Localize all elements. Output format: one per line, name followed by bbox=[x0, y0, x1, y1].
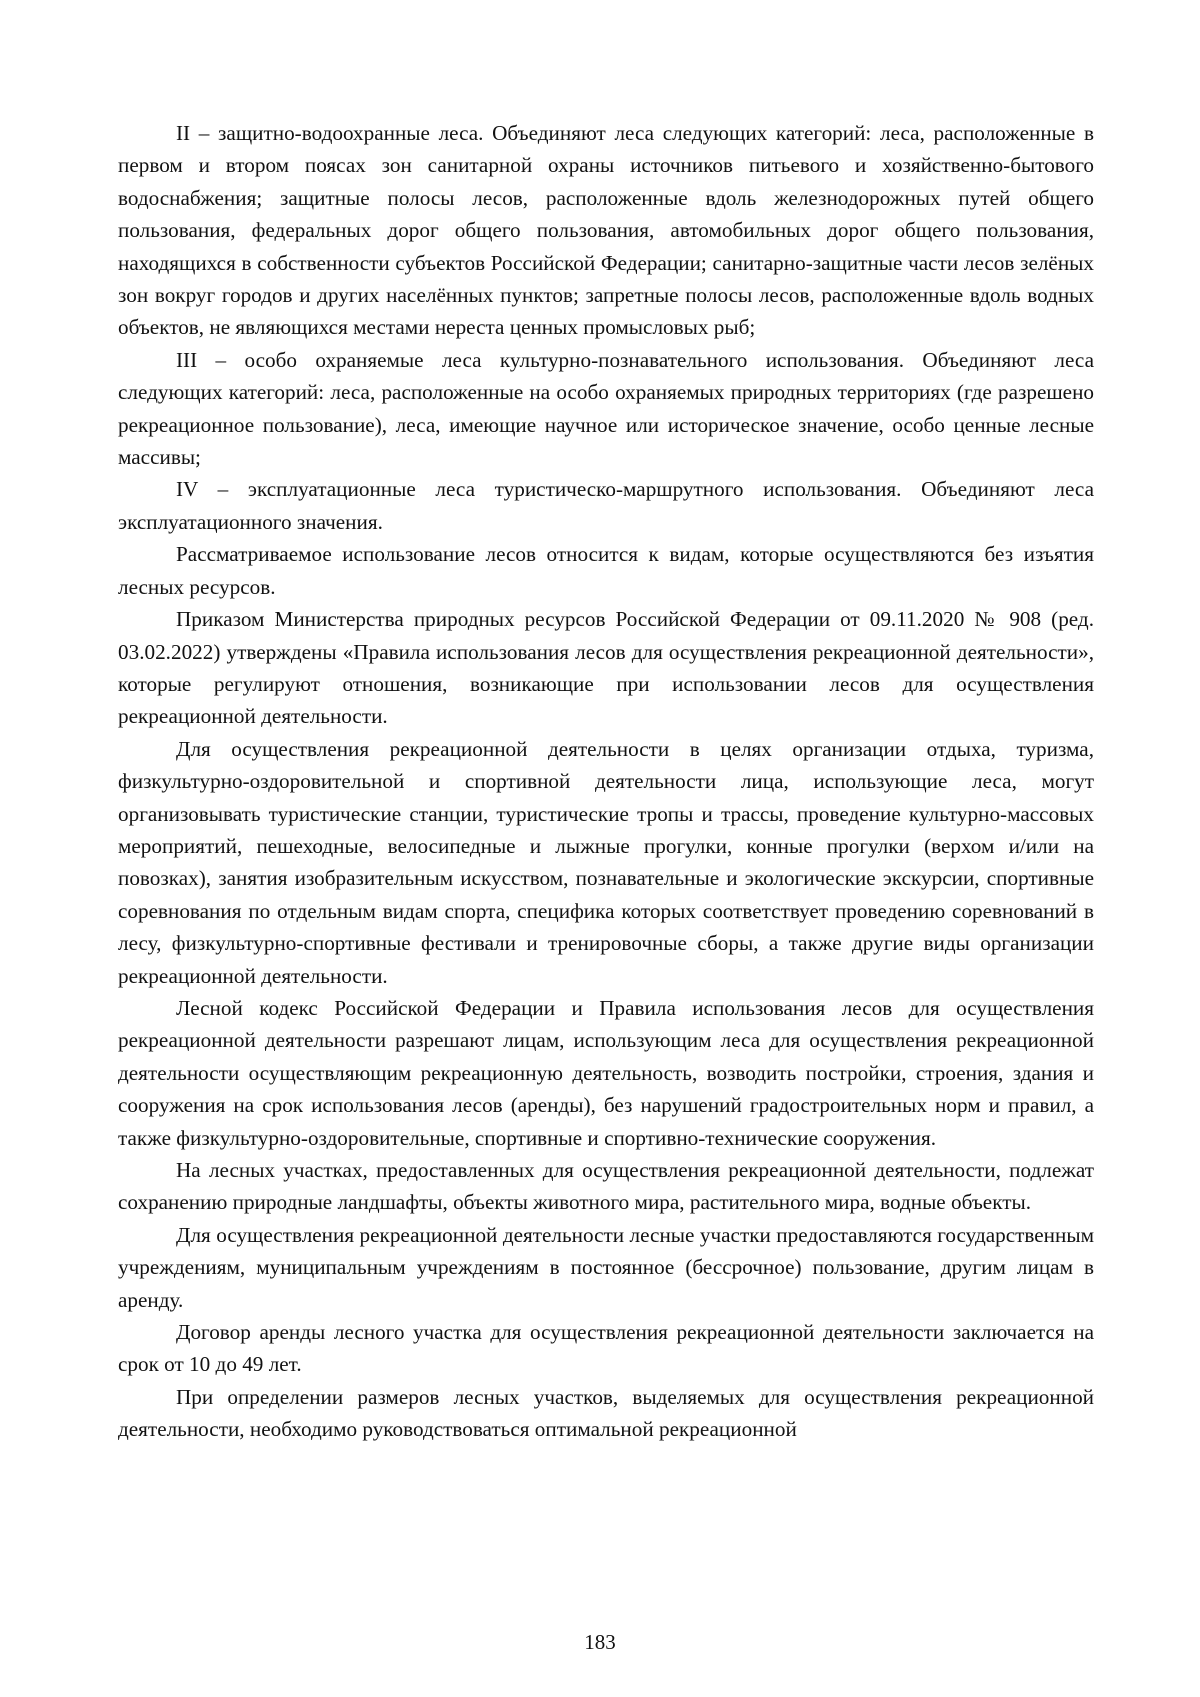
paragraph-use-without-extraction: Рассматриваемое использование лесов относится к видам, которые осуществляются без изъятия лесных ресурсов. bbox=[118, 542, 1094, 599]
paragraph-plot-size: При определении размеров лесных участков, выделяемых для осуществления рекреационной деятельности, необходимо руководствоваться оптимальной рекреационной bbox=[118, 1384, 1094, 1442]
paragraph-preservation: На лесных участках, предоставленных для осуществления рекреационной деятельности, подлежат сохранению природные ландшафты, объекты животного мира, растительного мира, водные объекты. bbox=[118, 1158, 1094, 1215]
paragraph-forest-category-4: IV – эксплуатационные леса туристическо-маршрутного использования. Объединяют леса эксплуатационного значения. bbox=[118, 477, 1094, 534]
paragraph-forest-code: Лесной кодекс Российской Федерации и Правила использования лесов для осуществления рекреационной деятельности разрешают лицам, использующим леса для осуществления рекреационной деятельности осуществляющим рекреационную деятельность, возводить постройки, строения, здания и сооружения на срок использования лесов (аренды), без нарушений градостроительных норм и правил, а также физкультурно-оздоровительные, спортивные и спортивно-технические сооружения. bbox=[118, 995, 1094, 1150]
paragraph-recreational-activities: Для осуществления рекреационной деятельности в целях организации отдыха, туризма, физкультурно-оздоровительной и спортивной деятельности лица, использующие леса, могут организовывать туристические станции, туристические тропы и трассы, проведение культурно-массовых мероприятий, пешеходные, велосипедные и лыжные прогулки, конные прогулки (верхом и/или на повозках), занятия изобразительным искусством, познавательные и экологические экскурсии, спортивные соревнования по отдельным видам спорта, специфика которых соответствует проведению соревнований в лесу, физкультурно-спортивные фестивали и тренировочные сборы, а также другие виды организации рекреационной деятельности. bbox=[118, 736, 1094, 988]
paragraph-lease-term: Договор аренды лесного участка для осуществления рекреационной деятельности заключается на срок от 10 до 49 лет. bbox=[118, 1320, 1094, 1377]
page-number: 183 bbox=[584, 1630, 616, 1654]
paragraph-land-provision: Для осуществления рекреационной деятельности лесные участки предоставляются государственным учреждениям, муниципальным учреждениям в постоянное (бессрочное) пользование, другим лицам в аренду. bbox=[118, 1222, 1094, 1312]
paragraph-forest-category-2: II – защитно-водоохранные леса. Объединяют леса следующих категорий: леса, расположенные в первом и втором поясах зон санитарной охраны источников питьевого и хозяйственно-бытового водоснабжения; защитные полосы лесов, расположенные вдоль железнодорожных путей общего пользования, федеральных дорог общего пользования, автомобильных дорог общего пользования, находящихся в собственности субъектов Российской Федерации; санитарно-защитные части лесов зелёных зон вокруг городов и других населённых пунктов; запретные полосы лесов, расположенные вдоль водных объектов, не являющихся местами нереста ценных промысловых рыб; bbox=[118, 121, 1094, 340]
paragraph-forest-category-3: III – особо охраняемые леса культурно-познавательного использования. Объединяют леса следующих категорий: леса, расположенные на особо охраняемых природных территориях (где разрешено рекреационное пользование), леса, имеющие научное или историческое значение, особо ценные лесные массивы; bbox=[118, 347, 1094, 470]
document-body bbox=[118, 117, 1094, 1446]
paragraph-ministry-order: Приказом Министерства природных ресурсов Российской Федерации от 09.11.2020 № 908 (ред. 03.02.2022) утверждены «Правила использования лесов для осуществления рекреационной деятельности», которые регулируют отношения, возникающие при использовании лесов для осуществления рекреационной деятельности. bbox=[118, 607, 1094, 729]
